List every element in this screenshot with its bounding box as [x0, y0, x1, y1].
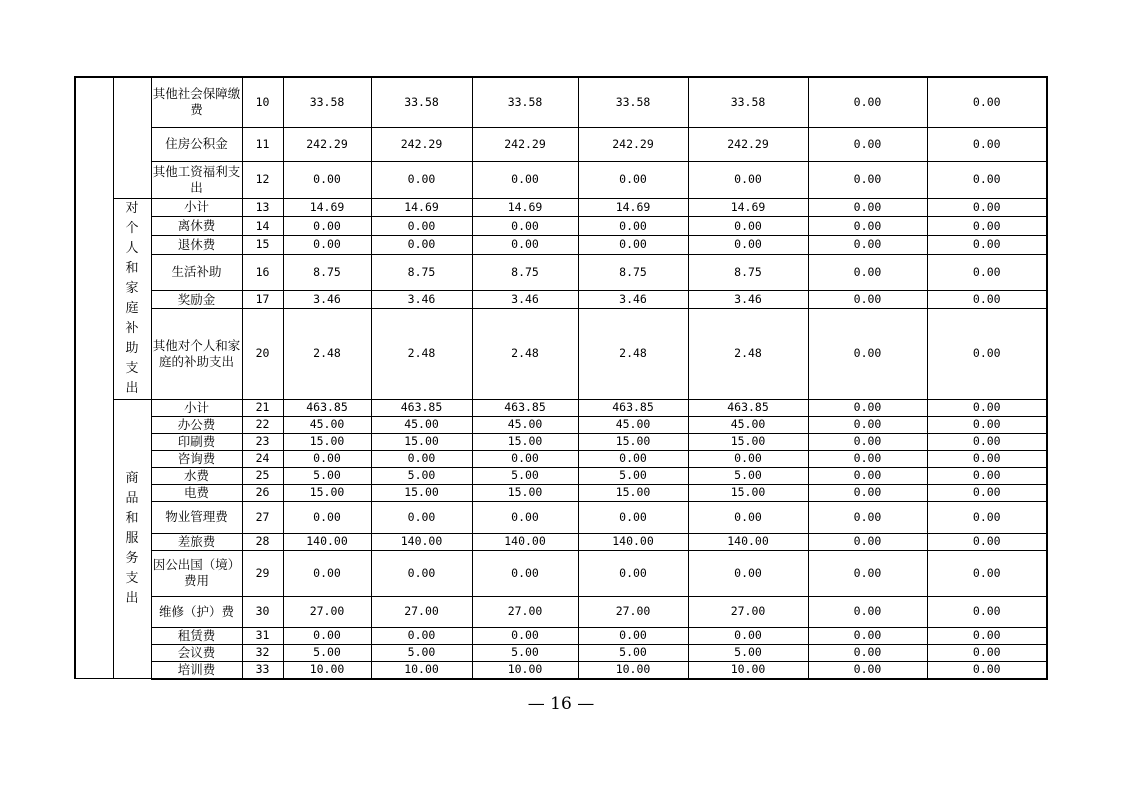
category-label: 对个人和家庭补助支出	[125, 200, 139, 396]
value-cell: 0.00	[371, 627, 472, 644]
value-cell: 0.00	[808, 198, 927, 217]
value-cell: 15.00	[472, 484, 578, 501]
value-cell: 27.00	[578, 596, 688, 627]
value-cell: 45.00	[371, 416, 472, 433]
value-cell: 0.00	[371, 217, 472, 236]
line-number-cell: 17	[242, 290, 283, 309]
line-number-cell: 20	[242, 309, 283, 399]
table-row	[75, 416, 1047, 433]
item-name-cell: 差旅费	[151, 533, 242, 550]
value-cell: 0.00	[688, 217, 808, 236]
value-cell: 10.00	[472, 661, 578, 679]
value-cell: 8.75	[283, 254, 371, 290]
value-cell: 27.00	[283, 596, 371, 627]
line-number-cell: 15	[242, 235, 283, 254]
table-row	[75, 467, 1047, 484]
value-cell: 0.00	[371, 450, 472, 467]
value-cell: 242.29	[472, 127, 578, 161]
line-number-cell: 14	[242, 217, 283, 236]
value-cell: 3.46	[472, 290, 578, 309]
value-cell: 8.75	[688, 254, 808, 290]
value-cell: 0.00	[283, 627, 371, 644]
value-cell: 0.00	[808, 501, 927, 533]
value-cell: 0.00	[927, 596, 1047, 627]
line-number-cell: 13	[242, 198, 283, 217]
value-cell: 3.46	[371, 290, 472, 309]
value-cell: 0.00	[927, 77, 1047, 127]
value-cell: 0.00	[808, 533, 927, 550]
table-row	[75, 399, 1047, 416]
value-cell: 0.00	[578, 450, 688, 467]
item-name-cell: 其他对个人和家庭的补助支出	[151, 309, 242, 399]
value-cell: 10.00	[371, 661, 472, 679]
value-cell: 242.29	[578, 127, 688, 161]
table-row	[75, 484, 1047, 501]
value-cell: 0.00	[808, 309, 927, 399]
value-cell: 15.00	[688, 433, 808, 450]
line-number-cell: 31	[242, 627, 283, 644]
value-cell: 140.00	[472, 533, 578, 550]
value-cell: 2.48	[578, 309, 688, 399]
value-cell: 463.85	[472, 399, 578, 416]
item-name-cell: 水费	[151, 467, 242, 484]
value-cell: 0.00	[472, 450, 578, 467]
value-cell: 0.00	[472, 161, 578, 198]
value-cell: 140.00	[578, 533, 688, 550]
item-name-cell: 其他社会保障缴费	[151, 77, 242, 127]
value-cell: 14.69	[371, 198, 472, 217]
value-cell: 0.00	[688, 501, 808, 533]
line-number-cell: 22	[242, 416, 283, 433]
value-cell: 15.00	[688, 484, 808, 501]
value-cell: 0.00	[808, 127, 927, 161]
value-cell: 27.00	[371, 596, 472, 627]
value-cell: 5.00	[578, 467, 688, 484]
item-name-cell: 生活补助	[151, 254, 242, 290]
value-cell: 0.00	[927, 161, 1047, 198]
value-cell: 27.00	[472, 596, 578, 627]
table-row	[75, 77, 1047, 127]
value-cell: 33.58	[688, 77, 808, 127]
value-cell: 0.00	[472, 217, 578, 236]
value-cell: 0.00	[927, 127, 1047, 161]
table-row	[75, 433, 1047, 450]
value-cell: 0.00	[688, 627, 808, 644]
value-cell: 5.00	[371, 644, 472, 661]
value-cell: 0.00	[927, 644, 1047, 661]
value-cell: 0.00	[688, 235, 808, 254]
value-cell: 8.75	[371, 254, 472, 290]
value-cell: 0.00	[578, 550, 688, 596]
value-cell: 242.29	[283, 127, 371, 161]
value-cell: 0.00	[688, 161, 808, 198]
table-row	[75, 217, 1047, 236]
value-cell: 0.00	[578, 217, 688, 236]
value-cell: 0.00	[927, 198, 1047, 217]
expenditure-table	[74, 76, 1048, 680]
item-name-cell: 离休费	[151, 217, 242, 236]
category-label: 商品和服务支出	[125, 470, 139, 606]
value-cell: 0.00	[283, 550, 371, 596]
value-cell: 242.29	[688, 127, 808, 161]
value-cell: 463.85	[371, 399, 472, 416]
value-cell: 5.00	[283, 644, 371, 661]
item-name-cell: 租赁费	[151, 627, 242, 644]
value-cell: 0.00	[927, 484, 1047, 501]
value-cell: 463.85	[578, 399, 688, 416]
value-cell: 0.00	[927, 661, 1047, 679]
value-cell: 0.00	[927, 450, 1047, 467]
value-cell: 0.00	[927, 290, 1047, 309]
table-row	[75, 550, 1047, 596]
item-name-cell: 印刷费	[151, 433, 242, 450]
value-cell: 0.00	[283, 501, 371, 533]
value-cell: 140.00	[688, 533, 808, 550]
table-row	[75, 596, 1047, 627]
value-cell: 33.58	[472, 77, 578, 127]
value-cell: 45.00	[283, 416, 371, 433]
section-column	[75, 77, 113, 679]
value-cell: 0.00	[927, 416, 1047, 433]
value-cell: 0.00	[578, 161, 688, 198]
value-cell: 2.48	[283, 309, 371, 399]
item-name-cell: 小计	[151, 399, 242, 416]
value-cell: 33.58	[283, 77, 371, 127]
line-number-cell: 28	[242, 533, 283, 550]
value-cell: 33.58	[371, 77, 472, 127]
item-name-cell: 咨询费	[151, 450, 242, 467]
line-number-cell: 24	[242, 450, 283, 467]
line-number-cell: 25	[242, 467, 283, 484]
page-number: — 16 —	[527, 694, 595, 714]
value-cell: 10.00	[578, 661, 688, 679]
value-cell: 5.00	[283, 467, 371, 484]
item-name-cell: 培训费	[151, 661, 242, 679]
item-name-cell: 办公费	[151, 416, 242, 433]
item-name-cell: 因公出国（境）费用	[151, 550, 242, 596]
value-cell: 2.48	[371, 309, 472, 399]
table-row	[75, 627, 1047, 644]
value-cell: 0.00	[808, 254, 927, 290]
value-cell: 0.00	[578, 627, 688, 644]
value-cell: 0.00	[688, 450, 808, 467]
value-cell: 8.75	[472, 254, 578, 290]
value-cell: 0.00	[927, 433, 1047, 450]
value-cell: 5.00	[472, 467, 578, 484]
value-cell: 0.00	[472, 501, 578, 533]
value-cell: 0.00	[283, 161, 371, 198]
category-cell-goods-services	[113, 399, 151, 679]
value-cell: 0.00	[578, 501, 688, 533]
table-row	[75, 290, 1047, 309]
value-cell: 2.48	[472, 309, 578, 399]
value-cell: 0.00	[808, 661, 927, 679]
line-number-cell: 10	[242, 77, 283, 127]
value-cell: 14.69	[283, 198, 371, 217]
item-name-cell: 电费	[151, 484, 242, 501]
value-cell: 0.00	[808, 433, 927, 450]
value-cell: 0.00	[371, 501, 472, 533]
value-cell: 14.69	[578, 198, 688, 217]
category-cell-wages	[113, 77, 151, 198]
value-cell: 0.00	[371, 161, 472, 198]
value-cell: 0.00	[808, 416, 927, 433]
value-cell: 0.00	[283, 450, 371, 467]
value-cell: 45.00	[578, 416, 688, 433]
line-number-cell: 16	[242, 254, 283, 290]
table-row	[75, 450, 1047, 467]
line-number-cell: 27	[242, 501, 283, 533]
item-name-cell: 物业管理费	[151, 501, 242, 533]
value-cell: 3.46	[578, 290, 688, 309]
value-cell: 242.29	[371, 127, 472, 161]
value-cell: 0.00	[927, 217, 1047, 236]
value-cell: 0.00	[808, 217, 927, 236]
table-row	[75, 127, 1047, 161]
value-cell: 0.00	[808, 77, 927, 127]
table-row	[75, 235, 1047, 254]
value-cell: 0.00	[927, 309, 1047, 399]
item-name-cell: 奖励金	[151, 290, 242, 309]
value-cell: 8.75	[578, 254, 688, 290]
table-row	[75, 661, 1047, 679]
value-cell: 15.00	[283, 433, 371, 450]
value-cell: 0.00	[283, 217, 371, 236]
value-cell: 0.00	[808, 399, 927, 416]
value-cell: 15.00	[578, 484, 688, 501]
value-cell: 0.00	[927, 399, 1047, 416]
value-cell: 2.48	[688, 309, 808, 399]
value-cell: 0.00	[927, 467, 1047, 484]
value-cell: 0.00	[927, 235, 1047, 254]
value-cell: 0.00	[472, 550, 578, 596]
table-row	[75, 309, 1047, 399]
value-cell: 15.00	[371, 433, 472, 450]
line-number-cell: 32	[242, 644, 283, 661]
value-cell: 0.00	[927, 533, 1047, 550]
value-cell: 45.00	[472, 416, 578, 433]
table-row	[75, 533, 1047, 550]
value-cell: 3.46	[283, 290, 371, 309]
table-row	[75, 198, 1047, 217]
item-name-cell: 退休费	[151, 235, 242, 254]
value-cell: 0.00	[808, 627, 927, 644]
value-cell: 0.00	[927, 550, 1047, 596]
value-cell: 0.00	[808, 596, 927, 627]
line-number-cell: 23	[242, 433, 283, 450]
value-cell: 0.00	[578, 235, 688, 254]
value-cell: 0.00	[371, 235, 472, 254]
value-cell: 5.00	[688, 467, 808, 484]
value-cell: 0.00	[808, 484, 927, 501]
item-name-cell: 住房公积金	[151, 127, 242, 161]
line-number-cell: 29	[242, 550, 283, 596]
line-number-cell: 30	[242, 596, 283, 627]
table-row	[75, 254, 1047, 290]
value-cell: 5.00	[578, 644, 688, 661]
value-cell: 0.00	[808, 235, 927, 254]
value-cell: 0.00	[472, 235, 578, 254]
value-cell: 0.00	[808, 644, 927, 661]
value-cell: 0.00	[283, 235, 371, 254]
value-cell: 0.00	[808, 161, 927, 198]
table-row	[75, 161, 1047, 198]
value-cell: 33.58	[578, 77, 688, 127]
value-cell: 5.00	[688, 644, 808, 661]
value-cell: 0.00	[808, 450, 927, 467]
line-number-cell: 26	[242, 484, 283, 501]
value-cell: 0.00	[927, 254, 1047, 290]
value-cell: 0.00	[371, 550, 472, 596]
value-cell: 14.69	[688, 198, 808, 217]
value-cell: 0.00	[808, 550, 927, 596]
table-row	[75, 644, 1047, 661]
line-number-cell: 11	[242, 127, 283, 161]
value-cell: 10.00	[283, 661, 371, 679]
line-number-cell: 21	[242, 399, 283, 416]
value-cell: 15.00	[283, 484, 371, 501]
value-cell: 3.46	[688, 290, 808, 309]
table-row	[75, 501, 1047, 533]
value-cell: 45.00	[688, 416, 808, 433]
value-cell: 15.00	[472, 433, 578, 450]
value-cell: 140.00	[283, 533, 371, 550]
value-cell: 0.00	[927, 501, 1047, 533]
value-cell: 140.00	[371, 533, 472, 550]
item-name-cell: 会议费	[151, 644, 242, 661]
value-cell: 10.00	[688, 661, 808, 679]
value-cell: 0.00	[927, 627, 1047, 644]
value-cell: 0.00	[472, 627, 578, 644]
value-cell: 5.00	[371, 467, 472, 484]
item-name-cell: 其他工资福利支出	[151, 161, 242, 198]
value-cell: 14.69	[472, 198, 578, 217]
value-cell: 0.00	[688, 550, 808, 596]
value-cell: 0.00	[808, 467, 927, 484]
value-cell: 463.85	[688, 399, 808, 416]
value-cell: 0.00	[808, 290, 927, 309]
line-number-cell: 12	[242, 161, 283, 198]
line-number-cell: 33	[242, 661, 283, 679]
value-cell: 463.85	[283, 399, 371, 416]
value-cell: 15.00	[371, 484, 472, 501]
value-cell: 27.00	[688, 596, 808, 627]
item-name-cell: 小计	[151, 198, 242, 217]
item-name-cell: 维修（护）费	[151, 596, 242, 627]
category-cell-personal-subsidy	[113, 198, 151, 399]
value-cell: 15.00	[578, 433, 688, 450]
value-cell: 5.00	[472, 644, 578, 661]
